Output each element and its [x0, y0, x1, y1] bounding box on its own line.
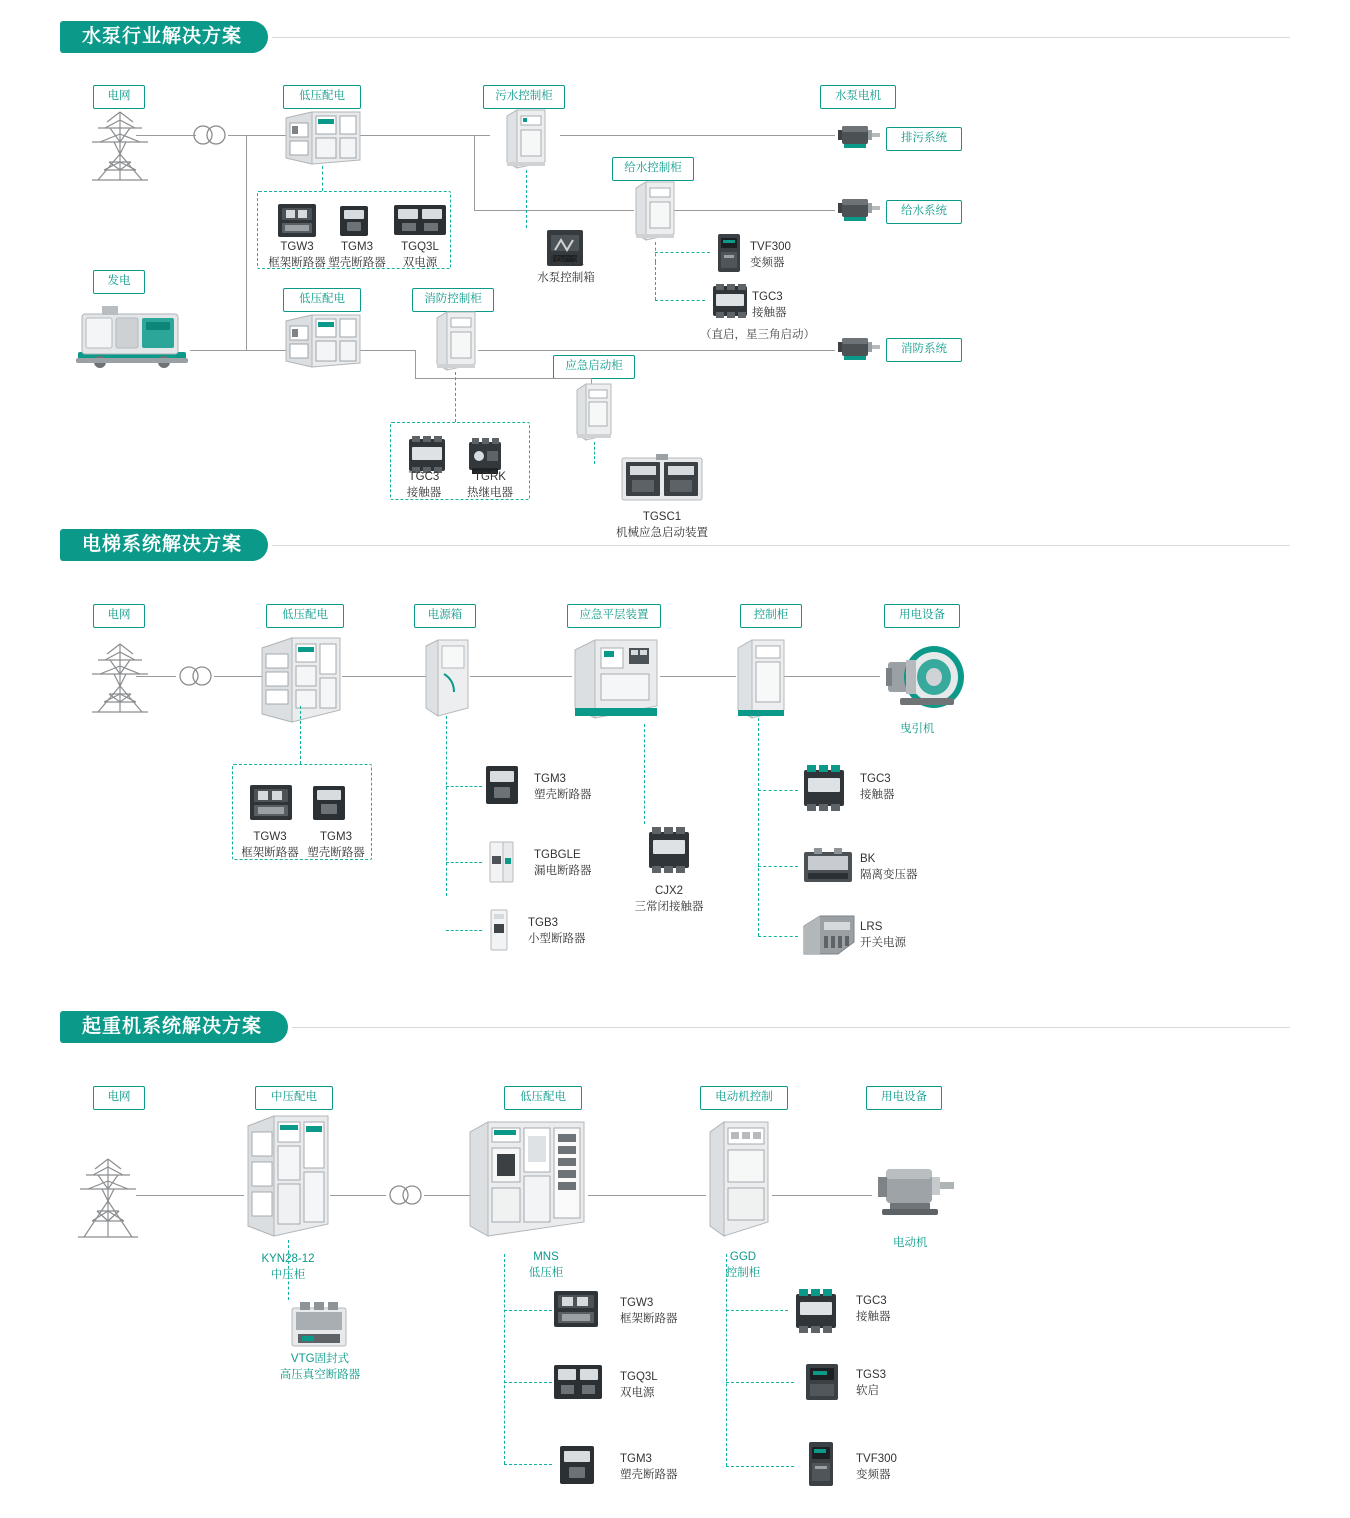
tgc3-contactor-icon-3: [798, 762, 850, 814]
line: [560, 135, 835, 136]
line: [330, 1195, 386, 1196]
dash-connector: [726, 1254, 727, 1466]
line: [772, 1195, 872, 1196]
line: [415, 350, 416, 378]
line: [415, 378, 591, 379]
bk-isolation-transformer-icon: [800, 846, 856, 893]
emergency-start-cabinet: [575, 382, 613, 447]
dash-connector: [504, 1310, 552, 1311]
dash-connector: [504, 1254, 505, 1464]
caption-crane-tgq3l: TGQ3L 双电源: [620, 1371, 658, 1399]
crane-tgw3-icon: [552, 1286, 600, 1332]
caption-bk: BK 隔离变压器: [860, 853, 918, 881]
caption-kyn28: KYN28-12 中压柜: [261, 1253, 315, 1281]
divider: [292, 1027, 1290, 1028]
caption-tgs3: TGS3 软启: [856, 1369, 887, 1397]
caption-vtg: VTG固封式 高压真空断路器: [279, 1353, 361, 1381]
caption-crane-tgm3: TGM3 塑壳断路器: [620, 1453, 678, 1481]
tvf300-vfd-icon: [716, 232, 742, 274]
chip-control-cabinet: 控制柜: [740, 604, 802, 628]
dash-connector: [758, 718, 759, 936]
line: [190, 350, 246, 351]
transformer-icon: [190, 125, 230, 145]
lv-switchgear-1: [282, 110, 364, 171]
dash-connector: [288, 1240, 289, 1300]
dash-connector: [446, 786, 482, 787]
section-header-pump: [60, 20, 1290, 54]
water-supply-cabinet: [634, 180, 676, 247]
line: [424, 1195, 472, 1196]
section-title-pump: 水泵行业解决方案: [60, 21, 268, 53]
vtg-vacuum-breaker-icon: [288, 1300, 350, 1357]
dash-connector: [655, 262, 656, 300]
dash-connector: [322, 166, 323, 191]
chip-emergency-cabinet: 应急启动柜: [553, 355, 635, 379]
transformer-icon-2: [176, 666, 216, 686]
pump-motor-2-icon: [836, 191, 882, 225]
dash-connector: [594, 442, 595, 464]
caption-crane-tgc3: TGC3 接触器: [856, 1295, 891, 1323]
caption-tgc3-1: TGC3 接触器: [752, 291, 787, 319]
tgs3-soft-starter-icon: [802, 1360, 842, 1404]
transformer-icon-3: [386, 1185, 426, 1205]
caption-elev-tgw3: TGW3 框架断路器: [241, 831, 299, 859]
lv-switchgear-2: [282, 313, 364, 374]
tgm3-breaker-icon-2: [310, 783, 348, 823]
dash-connector: [655, 252, 710, 253]
caption-elev-tgm3-2: TGM3 塑壳断路器: [534, 773, 592, 801]
tgw3-breaker-icon-2: [248, 780, 294, 824]
tgq3l-ats-icon: [392, 201, 448, 239]
chip-generator: 发电: [93, 270, 145, 294]
generator-icon: [72, 292, 192, 372]
lrs-power-supply-icon: [800, 912, 858, 958]
chip-leveling-device: 应急平层装置: [567, 604, 661, 628]
section-title-elevator: 电梯系统解决方案: [60, 529, 268, 561]
sewage-control-cabinet: [505, 108, 547, 175]
dash-connector: [446, 716, 447, 896]
chip-lv-dist-1: 低压配电: [283, 85, 361, 109]
emergency-leveling-device: [573, 636, 659, 729]
chip-system-sewage: 排污系统: [886, 127, 962, 151]
power-grid-tower-icon-3: [62, 1155, 154, 1245]
line: [474, 135, 475, 210]
line: [588, 1195, 706, 1196]
dash-connector: [446, 930, 482, 931]
dash-connector: [446, 862, 482, 863]
chip-load-equipment: 用电设备: [884, 604, 960, 628]
elevator-lv-switchgear: [258, 636, 344, 729]
line: [246, 135, 247, 350]
dash-connector: [726, 1466, 794, 1467]
tgc3-contactor-icon-1: [710, 282, 750, 320]
ggd-control-cabinet: [706, 1118, 772, 1245]
dash-connector: [455, 372, 456, 422]
dash-connector: [644, 724, 645, 824]
divider: [272, 37, 1290, 38]
kyn28-mv-cabinet: [244, 1112, 332, 1245]
line: [660, 676, 736, 677]
caption-mns: MNS 低压柜: [528, 1251, 564, 1279]
section-header-crane: [60, 1010, 1290, 1044]
chip-system-fire: 消防系统: [886, 338, 962, 362]
chip-pump-motor: 水泵电机: [820, 85, 896, 109]
chip-grid-elevator: 电网: [93, 604, 145, 628]
line: [672, 210, 835, 211]
crane-motor-icon: [870, 1155, 960, 1221]
line: [360, 135, 490, 136]
dash-connector: [526, 170, 527, 228]
divider: [272, 545, 1290, 546]
caption-tvf300: TVF300 变频器: [750, 241, 791, 269]
line: [784, 676, 880, 677]
caption-crane-tvf300: TVF300 变频器: [856, 1453, 897, 1481]
chip-lv-dist-2: 低压配电: [283, 288, 361, 312]
chip-lv-dist-crane: 低压配电: [504, 1086, 582, 1110]
chip-power-box: 电源箱: [414, 604, 476, 628]
chip-lv-dist-elevator: 低压配电: [266, 604, 344, 628]
chip-load-equipment-crane: 用电设备: [866, 1086, 942, 1110]
tgsc1-mechanical-starter-icon: [620, 452, 704, 511]
dash-connector: [726, 1310, 788, 1311]
dash-connector: [504, 1464, 552, 1465]
caption-tgq3l: TGQ3L 双电源: [401, 241, 439, 269]
dash-connector: [504, 1382, 552, 1383]
pump-motor-1-icon: [836, 118, 882, 152]
power-grid-tower-icon-2: [74, 640, 166, 720]
caption-tgrk: TGRK 热继电器: [467, 471, 513, 499]
chip-system-supply: 给水系统: [886, 200, 962, 224]
line: [470, 676, 572, 677]
line: [342, 676, 426, 677]
tgw3-breaker-icon: [276, 200, 318, 240]
line: [360, 350, 415, 351]
chip-sewage-cabinet: 污水控制柜: [483, 85, 565, 109]
caption-cjx2: CJX2 三常闭接触器: [634, 885, 704, 913]
caption-tgw3: TGW3 框架断路器: [268, 241, 326, 269]
caption-lrs: LRS 开关电源: [860, 921, 906, 949]
caption-tpc21: TPC21 水泵控制箱: [537, 256, 595, 284]
dash-connector: [726, 1382, 794, 1383]
crane-tgq3l-icon: [552, 1360, 604, 1404]
chip-mv-dist: 中压配电: [255, 1086, 333, 1110]
chip-grid-crane: 电网: [93, 1086, 145, 1110]
fire-control-cabinet: [435, 310, 477, 377]
traction-machine-icon: [884, 640, 968, 716]
crane-tgm3-icon: [556, 1442, 598, 1488]
caption-elev-tgm3: TGM3 塑壳断路器: [307, 831, 365, 859]
pump-motor-3-icon: [836, 330, 882, 364]
elev-tgm3-icon: [482, 762, 522, 808]
line: [478, 350, 835, 351]
caption-tgbgle: TGBGLE 漏电断路器: [534, 849, 592, 877]
power-grid-tower-icon: [74, 108, 166, 188]
cjx2-contactor-icon: [644, 824, 694, 876]
line: [228, 135, 288, 136]
crane-tgc3-icon: [790, 1286, 842, 1336]
pump-start-note: （直启，星三角启动）: [700, 329, 815, 341]
dash-connector: [655, 300, 705, 301]
section-header-elevator: [60, 528, 1290, 562]
dash-connector: [758, 866, 798, 867]
caption-tgb3: TGB3 小型断路器: [528, 917, 586, 945]
chip-fire-cabinet: 消防控制柜: [412, 288, 494, 312]
tgb3-mcb-icon: [486, 906, 512, 954]
dash-connector: [300, 706, 301, 764]
crane-tvf300-icon: [806, 1440, 836, 1488]
tgm3-breaker-icon: [337, 203, 371, 239]
chip-grid-pump: 电网: [93, 85, 145, 109]
caption-traction: 曳引机: [900, 723, 935, 735]
dash-connector: [758, 790, 798, 791]
caption-crane-motor: 电动机: [893, 1237, 928, 1249]
dash-connector: [758, 936, 798, 937]
chip-water-supply-cabinet: 给水控制柜: [612, 157, 694, 181]
tgbgle-rcbo-icon: [484, 838, 518, 886]
caption-tgm3: TGM3 塑壳断路器: [328, 241, 386, 269]
power-supply-box: [424, 638, 470, 725]
caption-ggd: GGD 控制柜: [725, 1251, 761, 1279]
section-title-crane: 起重机系统解决方案: [60, 1011, 288, 1043]
elevator-control-cabinet: [736, 638, 786, 729]
caption-tgsc1: TGSC1 机械应急启动装置: [616, 511, 708, 539]
caption-elev-tgc3: TGC3 接触器: [860, 773, 895, 801]
caption-crane-tgw3: TGW3 框架断路器: [620, 1297, 678, 1325]
line: [474, 210, 634, 211]
mns-lv-cabinet: [466, 1118, 588, 1245]
chip-motor-control: 电动机控制: [700, 1086, 788, 1110]
caption-tgc3-2: TGC3 接触器: [406, 471, 442, 499]
